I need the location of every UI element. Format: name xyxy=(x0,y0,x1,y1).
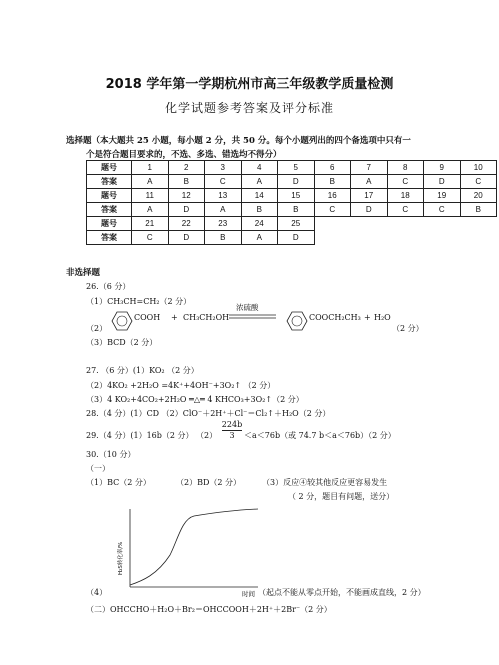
mcq-instructions-text: （本大题共 25 小题，每小题 2 分，共 50 分。每个小题列出的四个备选项中只有一 xyxy=(91,136,411,146)
table-cell: A xyxy=(132,203,169,217)
q26-part2-number: （2） xyxy=(86,324,108,333)
mcq-instructions-line2: 个是符合题目要求的，不选、多选、错选均不得分） xyxy=(86,150,282,160)
q30-part-one: （一） xyxy=(86,464,110,473)
reagent-ethanol: CH₃CH₂OH xyxy=(183,313,230,322)
table-cell: C xyxy=(205,175,242,189)
conversion-rate-graph xyxy=(112,505,262,597)
q29-fraction-numerator: 224b xyxy=(221,420,243,429)
table-cell: 13 xyxy=(205,189,242,203)
benzene-ring-product-icon xyxy=(286,311,308,331)
table-cell: B xyxy=(460,203,497,217)
table-cell: B xyxy=(314,175,351,189)
reactant-group: COOH xyxy=(134,313,161,322)
table-row-label: 答案 xyxy=(87,203,132,217)
product-water: H₂O xyxy=(374,313,391,322)
table-row xyxy=(87,231,497,245)
table-cell: D xyxy=(278,175,315,189)
table-cell: 11 xyxy=(132,189,169,203)
q30-head: 30.（10 分） xyxy=(86,450,136,459)
graph-curve xyxy=(130,509,258,585)
table-cell: 6 xyxy=(314,161,351,175)
table-cell: C xyxy=(387,203,424,217)
table-cell: 24 xyxy=(241,217,278,231)
table-cell: A xyxy=(351,175,388,189)
table-cell: 12 xyxy=(168,189,205,203)
table-cell: C xyxy=(387,175,424,189)
table-cell: 2 xyxy=(168,161,205,175)
table-row xyxy=(87,175,497,189)
q30-part4-number: （4） xyxy=(86,588,108,597)
table-cell: D xyxy=(168,231,205,245)
table-cell: D xyxy=(278,231,315,245)
q26-part2-score: （2 分） xyxy=(392,324,424,333)
table-cell: 21 xyxy=(132,217,169,231)
table-cell: A xyxy=(241,175,278,189)
plus-sign-1: + xyxy=(171,313,178,322)
table-cell: A xyxy=(205,203,242,217)
table-cell: 3 xyxy=(205,161,242,175)
table-cell: A xyxy=(132,175,169,189)
table-empty-cell xyxy=(460,231,497,245)
table-cell: 5 xyxy=(278,161,315,175)
table-cell: C xyxy=(314,203,351,217)
q30-answer-1: （1）BC（2 分） xyxy=(86,478,151,487)
table-cell: D xyxy=(168,203,205,217)
q27-line1: 27. （6 分）(1）KO₂ （2 分） xyxy=(86,366,199,375)
table-cell: 23 xyxy=(205,217,242,231)
graph-x-label: 时间 xyxy=(242,590,255,597)
table-cell: 14 xyxy=(241,189,278,203)
nonmcq-heading: 非选择题 xyxy=(66,268,101,278)
q30-answer-2: （2）BD（2 分） xyxy=(176,478,242,487)
table-cell: 8 xyxy=(387,161,424,175)
table-empty-cell xyxy=(351,231,388,245)
table-cell: 7 xyxy=(351,161,388,175)
table-cell: C xyxy=(424,203,461,217)
table-row xyxy=(87,189,497,203)
page-title: 2018 学年第一学期杭州市高三年级教学质量检测 xyxy=(105,77,394,92)
table-cell: C xyxy=(460,175,497,189)
q30-part4-note: （起点不能从零点开始，不能画成直线，2 分） xyxy=(258,588,426,597)
mcq-instructions-line1 xyxy=(66,134,411,146)
table-empty-cell xyxy=(460,217,497,231)
graph-y-label: H₂S转化率/% xyxy=(118,541,124,575)
table-cell: 10 xyxy=(460,161,497,175)
q26-part3: （3）BCD（2 分） xyxy=(86,338,158,347)
table-cell: 4 xyxy=(241,161,278,175)
table-cell: 18 xyxy=(387,189,424,203)
table-cell: B xyxy=(278,203,315,217)
table-row-label: 题号 xyxy=(87,217,132,231)
table-row-label: 题号 xyxy=(87,161,132,175)
reaction-condition: 浓硫酸 xyxy=(236,303,259,312)
table-cell: D xyxy=(351,203,388,217)
q30-answer-3-note: （ 2 分，题目有问题，送分） xyxy=(288,492,395,501)
table-cell: 17 xyxy=(351,189,388,203)
table-cell: 22 xyxy=(168,217,205,231)
q28-line1: 28.（4 分）(1）CD （2）ClO⁻＋2H⁺＋Cl⁻＝Cl₂↑＋H₂O（2 分） xyxy=(86,409,331,418)
table-cell: B xyxy=(168,175,205,189)
table-empty-cell xyxy=(314,217,351,231)
q29-prefix: 29.（4 分）(1）16b（2 分） （2） xyxy=(86,431,218,440)
table-cell: B xyxy=(241,203,278,217)
table-cell: 9 xyxy=(424,161,461,175)
q26-head: 26.（6 分） xyxy=(86,282,131,291)
table-cell: 20 xyxy=(460,189,497,203)
product-group: COOCH₂CH₃ xyxy=(309,313,361,322)
table-cell: A xyxy=(241,231,278,245)
table-empty-cell xyxy=(314,231,351,245)
table-row xyxy=(87,161,497,175)
table-cell: D xyxy=(424,175,461,189)
mcq-heading: 选择题 xyxy=(66,136,92,146)
table-row-label: 答案 xyxy=(87,175,132,189)
table-cell: 15 xyxy=(278,189,315,203)
table-row-label: 题号 xyxy=(87,189,132,203)
q30-part-two: （二）OHCCHO＋H₂O＋Br₂＝OHCCOOH＋2H⁺＋2Br⁻（2 分） xyxy=(86,605,332,614)
table-empty-cell xyxy=(424,231,461,245)
q26-part1: （1）CH₃CH=CH₂（2 分） xyxy=(86,297,192,306)
answer-table xyxy=(86,160,497,245)
page-subtitle: 化学试题参考答案及评分标准 xyxy=(164,101,334,115)
table-empty-cell xyxy=(387,231,424,245)
table-cell: 25 xyxy=(278,217,315,231)
table-row-label: 答案 xyxy=(87,231,132,245)
table-cell: 19 xyxy=(424,189,461,203)
q29-suffix: ＜a＜76b（或 74.7 b＜a＜76b）（2 分） xyxy=(244,431,396,440)
q30-answer-3: （3）反应④较其他反应更容易发生 xyxy=(262,478,388,487)
q29-fraction-denominator: 3 xyxy=(229,431,235,440)
table-row xyxy=(87,217,497,231)
table-empty-cell xyxy=(424,217,461,231)
table-empty-cell xyxy=(351,217,388,231)
table-cell: C xyxy=(132,231,169,245)
benzene-ring-reactant-icon xyxy=(111,311,133,331)
q27-line2: （2）4KO₂ +2H₂O =4K⁺+4OH⁻+3O₂↑ （2 分） xyxy=(86,381,276,390)
table-row xyxy=(87,203,497,217)
table-empty-cell xyxy=(387,217,424,231)
q27-line3: （3）4 KO₂+4CO₂+2H₂O ═△═ 4 KHCO₃+3O₂↑（2 分） xyxy=(86,395,304,404)
plus-sign-2: + xyxy=(364,313,371,322)
table-cell: 16 xyxy=(314,189,351,203)
table-cell: 1 xyxy=(132,161,169,175)
table-cell: B xyxy=(205,231,242,245)
reaction-arrow-icon xyxy=(228,313,278,321)
